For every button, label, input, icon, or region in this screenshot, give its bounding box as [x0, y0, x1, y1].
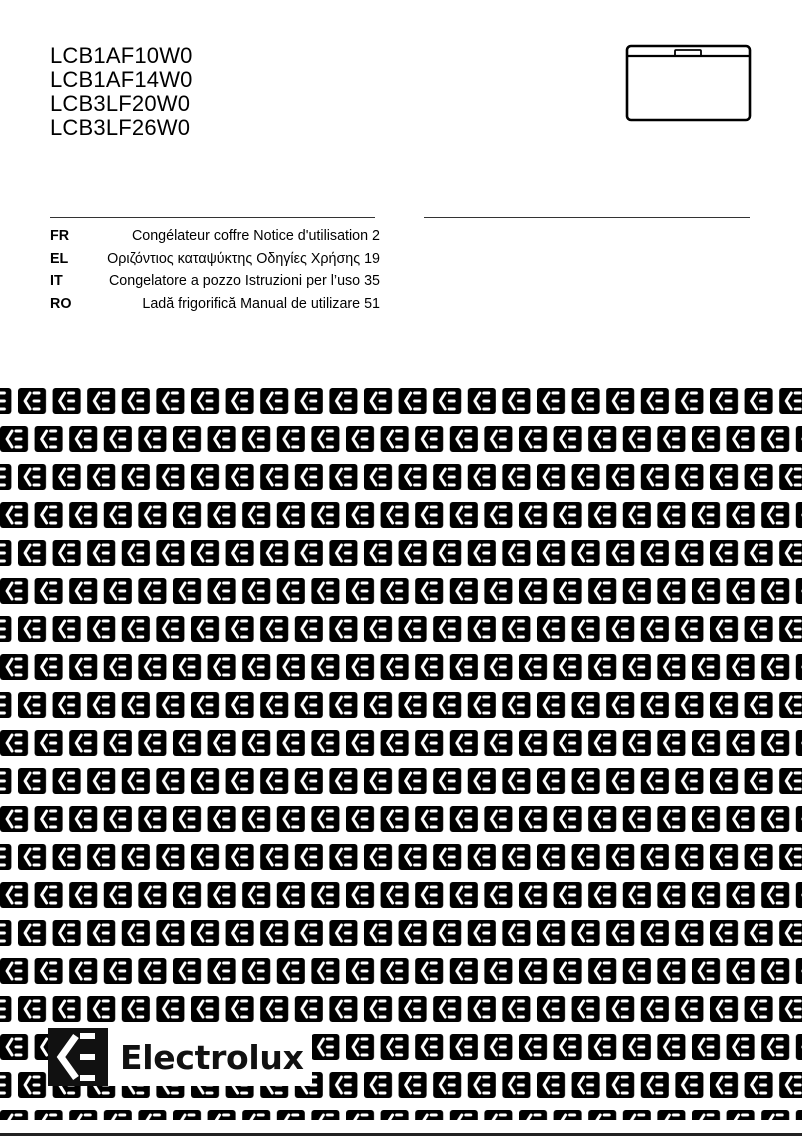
divider-line [424, 217, 750, 218]
brand-name: Electrolux [120, 1037, 304, 1077]
language-code: RO [50, 295, 72, 312]
language-description: Congelatore a pozzo Istruzioni per l’uso 35 [108, 273, 380, 290]
language-description: Ladă frigorifică Manual de utilizare 51 [142, 295, 380, 312]
language-entry-fr [50, 225, 380, 248]
language-entry-el [50, 248, 380, 271]
model-list [50, 44, 193, 140]
language-description: Οριζόντιος καταψύκτης Οδηγίες Χρήσης 19 [107, 250, 380, 267]
model-number: LCB1AF14W0 [50, 67, 193, 92]
language-code: IT [50, 273, 63, 290]
language-code: FR [50, 228, 70, 245]
language-index [50, 225, 380, 315]
model-number: LCB3LF26W0 [50, 115, 191, 140]
brand-logo [48, 1028, 312, 1086]
language-code: EL [50, 250, 69, 267]
language-description: Congélateur coffre Notice d'utilisation 2 [131, 228, 380, 245]
electrolux-logo-icon [48, 1028, 108, 1086]
language-entry-it [50, 270, 380, 293]
chest-freezer-icon [625, 44, 752, 122]
model-number: LCB1AF10W0 [50, 43, 193, 68]
model-number: LCB3LF20W0 [50, 91, 191, 116]
language-entry-ro [50, 293, 380, 316]
divider-line [50, 217, 375, 218]
brand-pattern-background [0, 384, 802, 1120]
